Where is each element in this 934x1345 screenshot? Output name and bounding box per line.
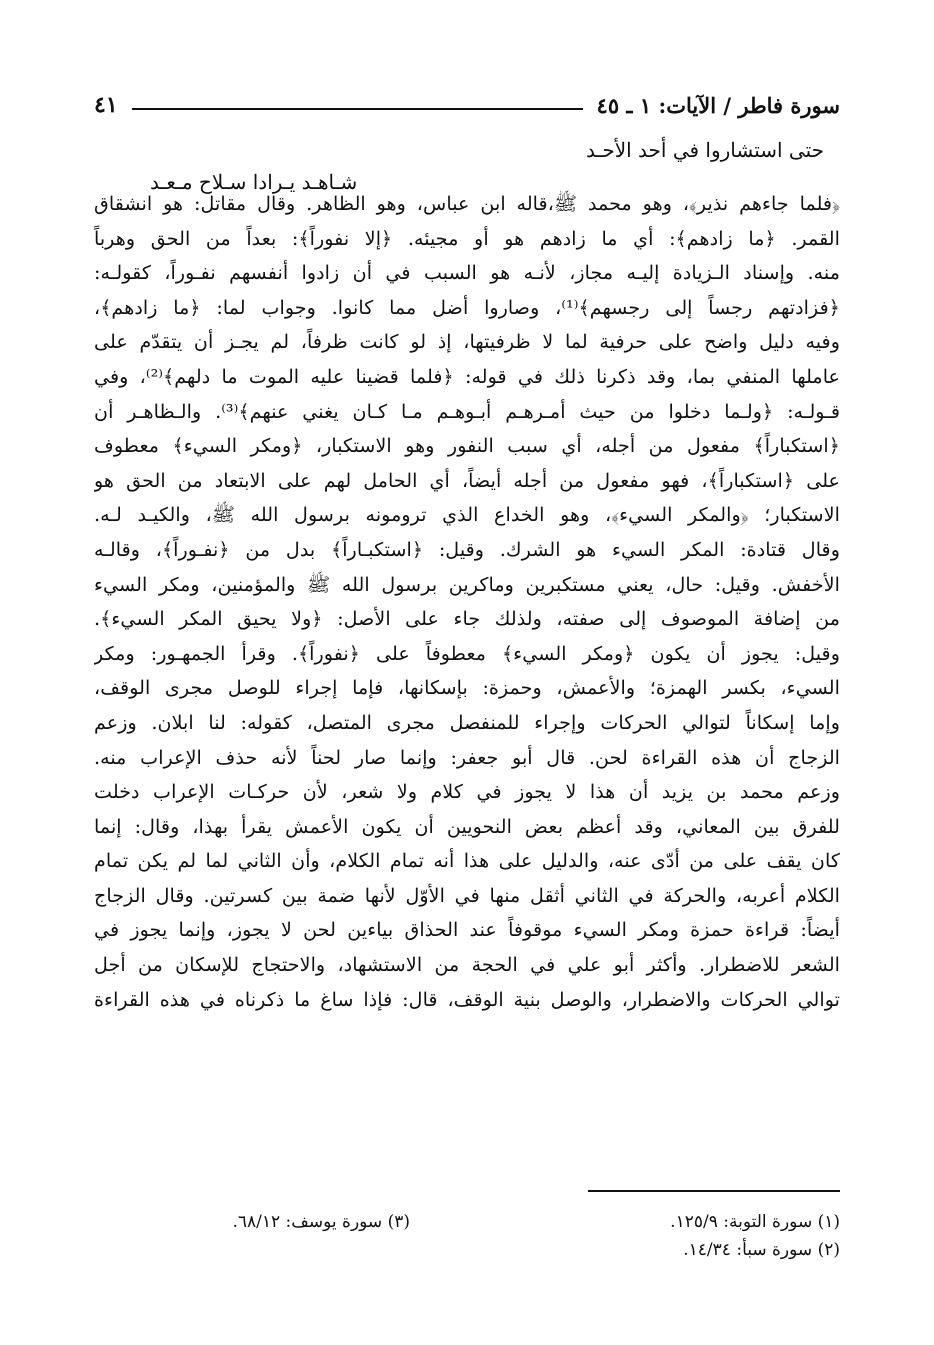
text-line: منه. وإسناد الـزيادة إليـه مجاز، لأنـه هو السبب في أن زادوا أنفسهم نفـوراً، كقولـه:	[94, 261, 840, 285]
text-line: أيضاً: قراءة حمزة ومكر السيء موقوفاً عند الحذاق بياءين لحن لا يجوز، وإنما يجوز في	[94, 918, 840, 942]
text-line: الكلام أعربه، والحركة في الثاني أثقل منها في الأوّل لأنها ضمة بين كسرتين. وقال الزجاج	[94, 883, 840, 907]
verse-second-hemistich: شـاهـد يـرادا سـلاح مـعـد	[150, 170, 358, 194]
text-line: وقيل: يجوز أن يكون ﴿ومكر السيء﴾ معطوفاً على ﴿نفوراً﴾. وقرأ الجمهـور: ومكر	[94, 641, 840, 665]
text-line: ﴿استكباراً﴾ مفعول من أجله، أي سبب النفور وهو الاستكبار، ﴿ومكر السيء﴾ معطوف	[94, 434, 840, 458]
footnote-separator	[588, 1190, 840, 1192]
footnote-1: (١) سورة التوبة: ١٢٥/٩.	[670, 1212, 840, 1232]
running-header	[94, 82, 840, 118]
text-line: توالي الحركات والاضطرار، والوصل بنية الوقف، قال: فإذا ساغ ما ذكرناه في هذه القراءة	[94, 987, 840, 1011]
footnote-3: (٣) سورة يوسف: ٦٨/١٢.	[232, 1212, 410, 1232]
text-line: وقال قتادة: المكر السيء هو الشرك. وقيل: ﴿استكبـاراً﴾ بدل من ﴿نفـوراً﴾، وقالـه	[94, 537, 840, 561]
page-number: ٤١	[94, 92, 118, 118]
text-line: الأخفش. وقيل: حال، يعني مستكبرين وماكرين برسول الله ﷺ والمؤمنين، ومكر السيء	[94, 572, 840, 596]
text-line: وإما إسكاناً لتوالي الحركات وإجراء للمنفصل مجرى المتصل، كقوله: لنا ابلان. وزعم	[94, 710, 840, 734]
text-line: للفرق بين المعاني، وقد أعظم بعض النحويين أن يكون الأعمش يقرأ بهذا، وقال: إنما	[94, 814, 840, 838]
text-line: القمر. ﴿ما زادهم﴾: أي ما زادهم هو أو مجيئه. ﴿إلا نفوراً﴾: بعداً من الحق وهرباً	[94, 226, 840, 250]
text-line: ﴿فزادتهم رجساً إلى رجسهم﴾⁽¹⁾، وصاروا أضل مما كانوا. وجواب لما: ﴿ما زادهم﴾،	[94, 295, 840, 319]
header-rule	[132, 108, 583, 110]
text-line: عاملها المنفي بما، وقد ذكرنا ذلك في قوله: ﴿فلما قضينا عليه الموت ما دلهم﴾⁽²⁾، وفي	[94, 364, 840, 388]
text-line: الاستكبار؛ ﴿والمكر السيء﴾، وهو الخداع الذي ترومونه برسول الله ﷺ، والكيـد لـه.	[94, 503, 840, 527]
text-line: وفيه دليل واضح على حرفية لما لا ظرفيتها، إذ لو كانت ظرفاً، لم يجـز أن يتقدّم على	[94, 330, 840, 354]
text-line: وزعم محمد بن يزيد أن هذا لا يجوز في كلام ولا شعر، لأن حركـات الإعراب دخلت	[94, 780, 840, 804]
footnote-column-right	[670, 1208, 840, 1264]
text-line: الشعر للاضطرار. وأكثر أبو علي في الحجة من الاستشهاد، والاحتجاج للإسكان من أجل	[94, 953, 840, 977]
text-line: قـولـه: ﴿ولـما دخلوا من حيث أمـرهـم أبـوهـم مـا كـان يغني عنهم﴾⁽³⁾. والـظاهـر أن	[94, 399, 840, 423]
text-line: من إضافة الموصوف إلى صفته، ولذلك جاء على الأصل: ﴿ولا يحيق المكر السيء﴾.	[94, 607, 840, 631]
body-text	[94, 187, 840, 1017]
footnote-2: (٢) سورة سبأ: ١٤/٣٤.	[683, 1240, 840, 1260]
chapter-title: سورة فاطر / الآيات: ١ ـ ٤٥	[596, 93, 840, 118]
verse-first-hemistich: حتى استشاروا في أحد الأحـد	[586, 138, 824, 162]
text-line: على ﴿استكباراً﴾، فهو مفعول من أجله أيضاً، أي الحامل لهم على الابتعاد من الحق هو	[94, 468, 840, 492]
footnote-column-left	[232, 1208, 410, 1236]
text-line: كان يقف على من أدّى عنه، والدليل على هذا أنه تمام الكلام، وأن الثاني لما لم يكن تمام	[94, 849, 840, 873]
text-line: السيء، بكسر الهمزة؛ والأعمش، وحمزة: بإسكانها، فإما إجراء للوصل مجرى الوقف،	[94, 676, 840, 700]
text-line: الزجاج أن هذه القراءة لحن. قال أبو جعفر: وإنما صار لحناً لأنه حذف الإعراب منه.	[94, 745, 840, 769]
text-line: ﴿فلما جاءهم نذير﴾، وهو محمد ﷺ،قاله ابن عباس، وهو الظاهر. وقال مقاتل: هو انشقاق	[94, 192, 840, 215]
